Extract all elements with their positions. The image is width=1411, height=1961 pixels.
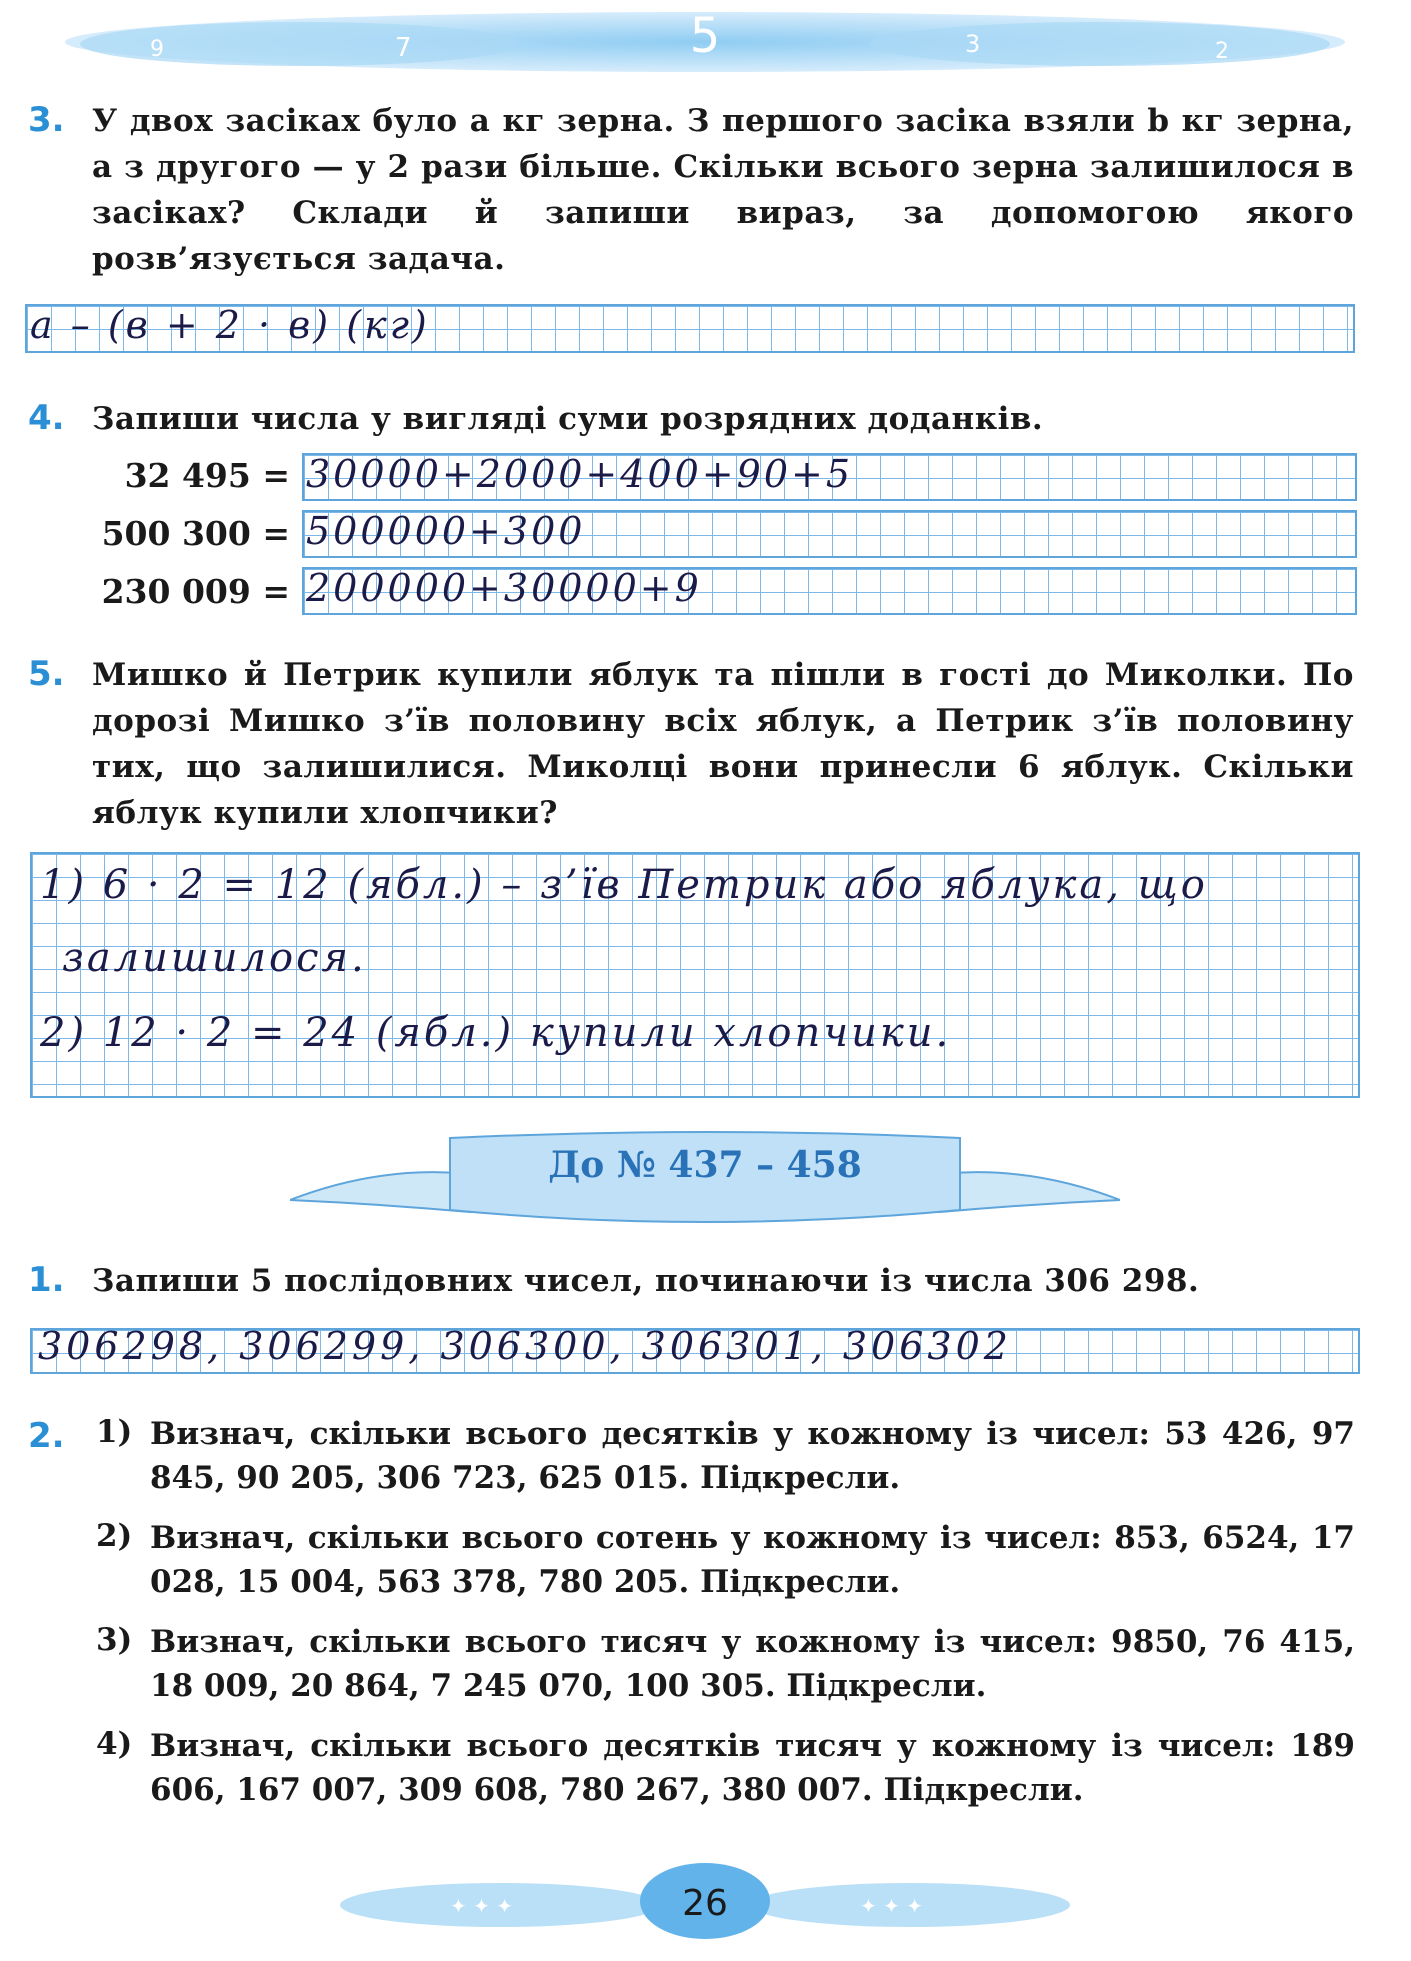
task4-number: 4. (28, 398, 65, 438)
task1-answer: 306298, 306299, 306300, 306301, 306302 (38, 1324, 1012, 1368)
task5-answer-line2: залишилося. (62, 935, 367, 981)
svg-text:✦ ✦ ✦: ✦ ✦ ✦ (860, 1894, 923, 1918)
task5-answer-line1: 1) 6 · 2 = 12 (ябл.) – з’їв Петрик або яблука, що (40, 862, 1208, 908)
task2-item3-number: 3) (96, 1622, 133, 1658)
task5-answer-line3: 2) 12 · 2 = 24 (ябл.) купили хлопчики. (40, 1010, 952, 1056)
top-banner-number: 5 (689, 8, 721, 64)
task4-row2-label: 500 300 = (101, 514, 290, 553)
task4-text: Запиши числа у вигляді суми розрядних доданків. (92, 401, 1044, 437)
task2-item3-text: Визнач, скільки всього тисяч у кожному із чисел: 9850, 76 415, 18 009, 20 864, 7 245 070, 100 305. Підкресли. (150, 1624, 1355, 1704)
task2-item1-text: Визнач, скільки всього десятків у кожному із чисел: 53 426, 97 845, 90 205, 306 723, 625 015. Підкресли. (150, 1416, 1355, 1496)
task3-text: У двох засіках було a кг зерна. З першого засіка взяли b кг зерна, а з другого — у 2 рази більше. Скільки всього зерна залишилося в засіках? Склади й запиши вираз, за допомогою якого розв’язується задача. (92, 103, 1354, 277)
task2-item4-number: 4) (96, 1726, 133, 1762)
task2-number: 2. (28, 1416, 65, 1456)
task3-number: 3. (28, 100, 65, 140)
task2-item2-text: Визнач, скільки всього сотень у кожному із чисел: 853, 6524, 17 028, 15 004, 563 378, 780 205. Підкресли. (150, 1520, 1355, 1600)
task2-item2-number: 2) (96, 1518, 133, 1554)
task4-row2-answer: 500000+300 (306, 509, 586, 553)
svg-text:2: 2 (1215, 39, 1229, 64)
svg-text:3: 3 (965, 30, 981, 58)
task4-row1-answer: 30000+2000+400+90+5 (306, 452, 854, 496)
task5-number: 5. (28, 654, 65, 694)
task3-answer: а – (в + 2 · в) (кг) (30, 303, 430, 347)
svg-text:✦ ✦ ✦: ✦ ✦ ✦ (450, 1894, 513, 1918)
task4-row3-answer: 200000+30000+9 (306, 566, 702, 610)
task1-text: Запиши 5 послідовних чисел, починаючи із числа 306 298. (92, 1263, 1200, 1299)
task1-number: 1. (28, 1260, 65, 1300)
svg-text:9: 9 (150, 37, 164, 62)
section-title: До № 437 – 458 (548, 1144, 862, 1186)
task4-row1-label: 32 495 = (124, 456, 290, 495)
page-number: 26 (682, 1883, 728, 1924)
task4-row3-label: 230 009 = (101, 572, 290, 611)
task2-item4-text: Визнач, скільки всього десятків тисяч у кожному із чисел: 189 606, 167 007, 309 608, 780 267, 380 007. Підкресли. (150, 1728, 1355, 1808)
task2-item1-number: 1) (96, 1414, 133, 1450)
svg-text:7: 7 (395, 33, 412, 63)
task5-text: Мишко й Петрик купили яблук та пішли в гості до Миколки. По дорозі Мишко з’їв половину всіх яблук, а Петрик з’їв половину тих, що залишилися. Миколці вони принесли 6 яблук. Скільки яблук купили хлопчики? (92, 657, 1354, 831)
